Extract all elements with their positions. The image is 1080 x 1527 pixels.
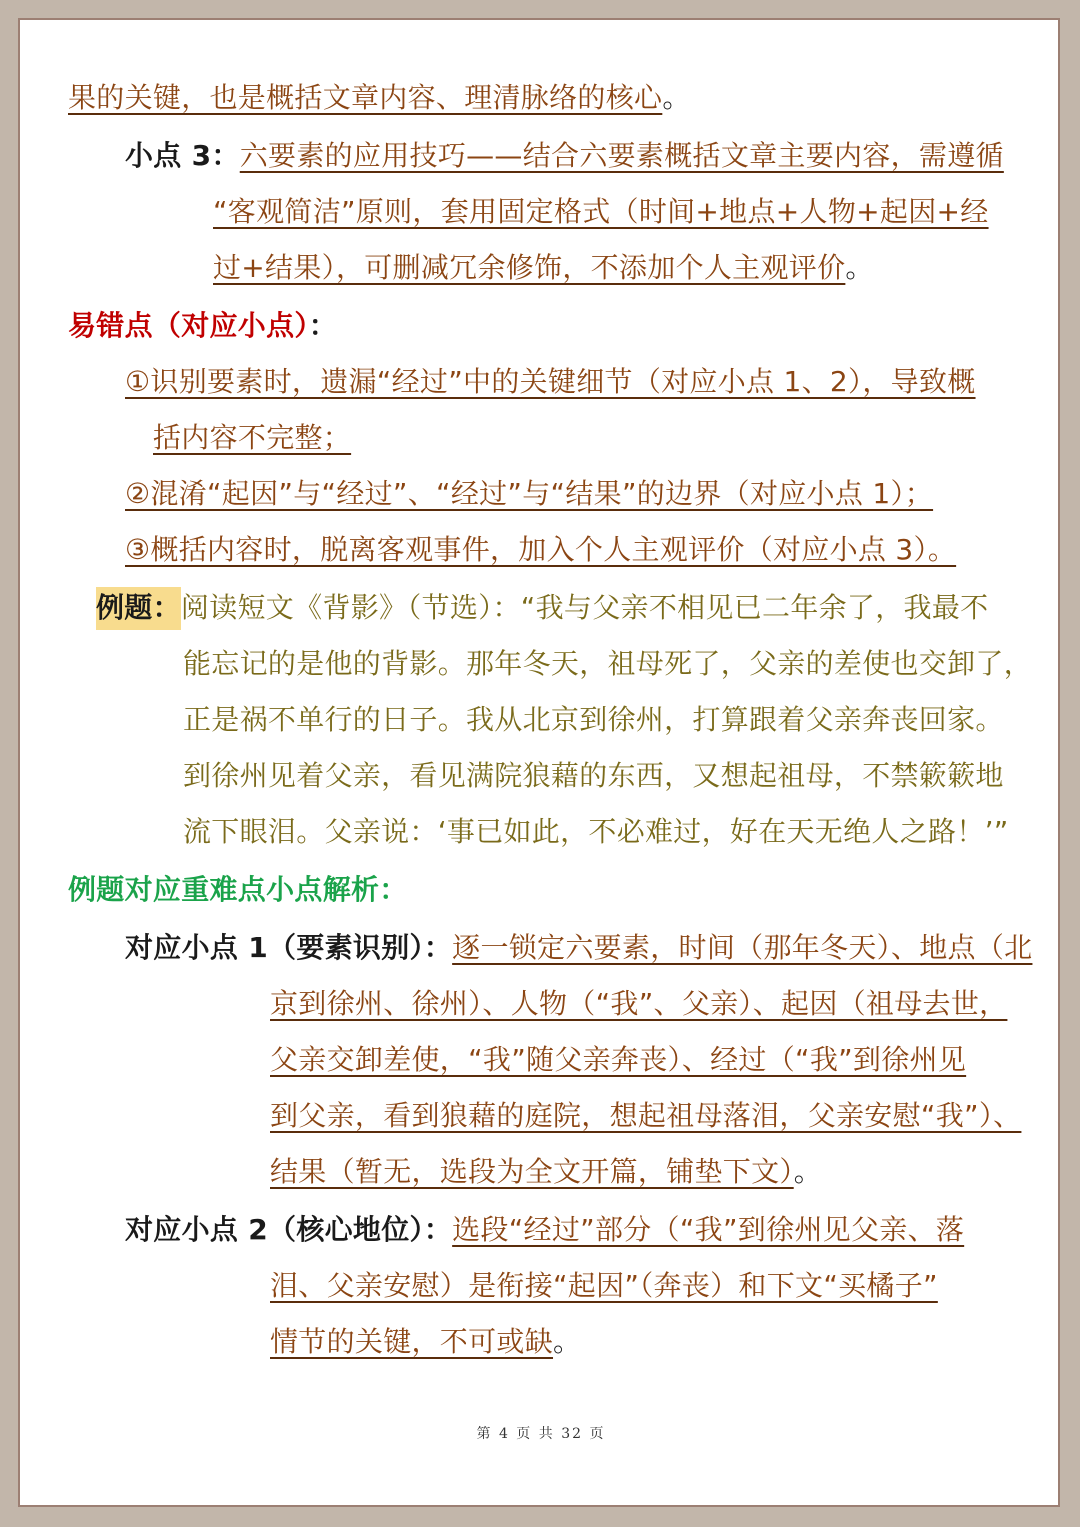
example-text-e: 流下眼泪。父亲说：‘事已如此，不必难过，好在天无绝人之路！’” (183, 815, 1009, 848)
analysis-1-line4 (270, 1096, 1021, 1136)
example-text-a: 阅读短文《背影》（节选）：“我与父亲不相见已二年余了，我最不 (180, 591, 989, 624)
error-3-text: ③概括内容时，脱离客观事件，加入个人主观评价（对应小点 3）。 (125, 533, 957, 566)
error-2-line (125, 474, 933, 514)
error-2-text: ②混淆“起因”与“经过”、“经过”与“结果”的边界（对应小点 1）； (125, 477, 934, 510)
analysis-1-line2 (270, 984, 1007, 1024)
example-text-d: 到徐州见着父亲，看见满院狼藉的东西，又想起祖母，不禁簌簌地 (183, 759, 1004, 792)
point3-line2 (213, 192, 989, 232)
error-heading-line (68, 306, 337, 346)
analysis-2-text-c: 情节的关键，不可或缺 (270, 1325, 554, 1358)
point3-line3 (213, 248, 874, 288)
error-heading: 易错点（对应小点） (68, 309, 309, 342)
analysis-heading-line (68, 870, 408, 910)
point3-text-a: 六要素的应用技巧——结合六要素概括文章主要内容，需遵循 (239, 139, 1004, 172)
analysis-2-line1 (125, 1210, 964, 1250)
point3-text-b: “客观简洁”原则，套用固定格式（时间+地点+人物+起因+经 (213, 195, 989, 228)
analysis-2-line3 (270, 1322, 581, 1362)
analysis-2-text-b: 泪、父亲安慰）是衔接“起因”（奔丧）和下文“买橘子” (270, 1269, 938, 1302)
example-line4 (183, 756, 1004, 796)
intro-text: 果的关键，也是概括文章内容、理清脉络的核心 (68, 81, 663, 114)
error-1-line2 (153, 418, 351, 458)
analysis-1-text-d: 到父亲，看到狼藉的庭院，想起祖母落泪，父亲安慰“我”）、 (270, 1099, 1022, 1132)
error-1-text-a: ①识别要素时，遗漏“经过”中的关键细节（对应小点 1、2），导致概 (125, 365, 976, 398)
point3-period: 。 (845, 251, 874, 284)
example-line3 (183, 700, 1004, 740)
example-label: 例题： (96, 587, 181, 630)
analysis-1-text-b: 京到徐州、徐州）、人物（“我”、父亲）、起因（祖母去世， (270, 987, 1008, 1020)
example-line1 (96, 588, 988, 628)
analysis-1-line3 (270, 1040, 966, 1080)
example-text-c: 正是祸不单行的日子。我从北京到徐州，打算跟着父亲奔丧回家。 (183, 703, 1004, 736)
example-text-b: 能忘记的是他的背影。那年冬天，祖母死了，父亲的差使也交卸了， (183, 647, 1033, 680)
example-line2 (183, 644, 1032, 684)
analysis-1-period: 。 (793, 1155, 823, 1188)
analysis-1-line1 (125, 928, 1032, 968)
point3-label: 小点 3： (125, 139, 240, 172)
intro-period: 。 (662, 81, 691, 114)
analysis-2-label: 对应小点 2（核心地位）： (125, 1213, 453, 1246)
error-1-text-b: 括内容不完整； (153, 421, 352, 454)
intro-line (68, 78, 691, 118)
analysis-1-text-a: 逐一锁定六要素，时间（那年冬天）、地点（北 (452, 931, 1033, 964)
point3-text-c: 过+结果），可删减冗余修饰，不添加个人主观评价 (213, 251, 846, 284)
document-page (18, 18, 1060, 1507)
analysis-1-text-e: 结果（暂无，选段为全文开篇，铺垫下文） (270, 1155, 794, 1188)
error-1-line1 (125, 362, 976, 402)
error-heading-colon: ： (308, 309, 338, 342)
page-footer: 第 4 页 共 32 页 (476, 1426, 606, 1442)
example-line5 (183, 812, 1009, 852)
analysis-2-text-a: 选段“经过”部分（“我”到徐州见父亲、落 (452, 1213, 965, 1246)
point3-line1 (125, 136, 1004, 176)
analysis-1-line5 (270, 1152, 822, 1192)
analysis-2-line2 (270, 1266, 938, 1306)
analysis-heading: 例题对应重难点小点解析： (68, 873, 408, 906)
error-3-line (125, 530, 956, 570)
analysis-1-label: 对应小点 1（要素识别）： (125, 931, 453, 964)
analysis-2-period: 。 (553, 1325, 582, 1358)
analysis-1-text-c: 父亲交卸差使，“我”随父亲奔丧）、经过（“我”到徐州见 (270, 1043, 967, 1076)
